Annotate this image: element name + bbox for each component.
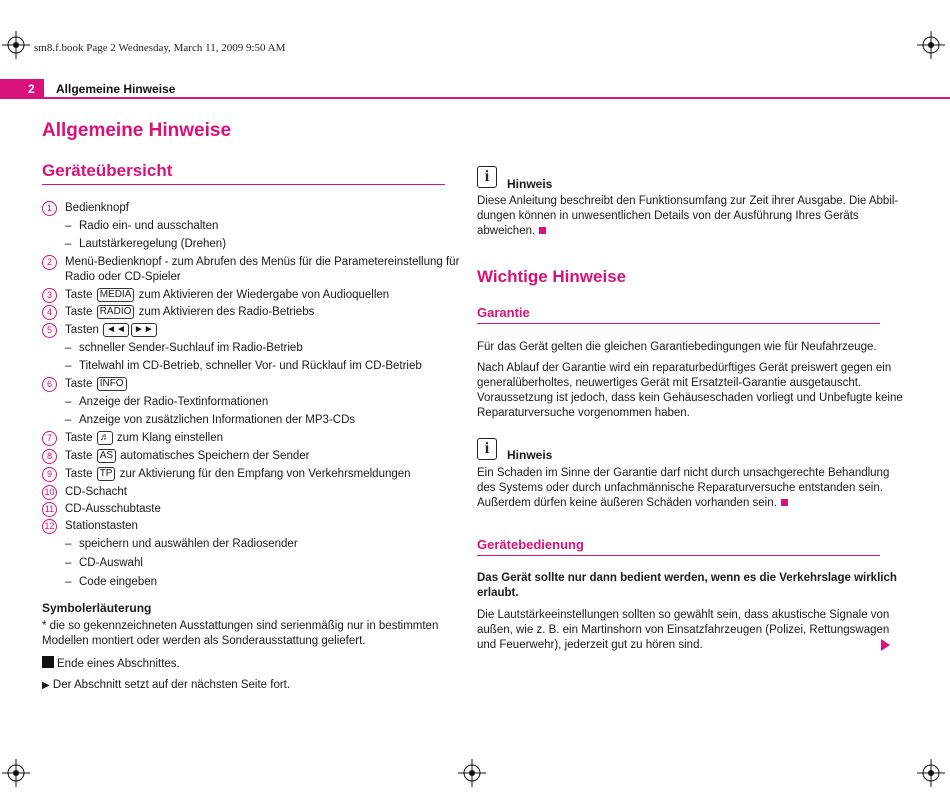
- end-square-icon: [539, 227, 546, 234]
- garantie-paragraph: Reparaturversuche vorgenommen haben.: [477, 407, 690, 419]
- subsection-rule: [477, 555, 880, 556]
- list-item: Taste ♬ zum Klang einstellen: [65, 432, 224, 444]
- item-number: 2: [42, 255, 57, 270]
- list-subitem: – speichern und auswählen der Radiosender: [65, 538, 298, 550]
- note-text: Diese Anleitung beschreibt den Funktionsumfang zur Zeit ihrer Ausgabe. Die Abbil-: [477, 195, 899, 207]
- page-number: 2: [0, 79, 44, 99]
- subsection-title-garantie: Garantie: [477, 305, 530, 320]
- info-note-icon: i: [477, 438, 497, 460]
- bedienung-warning: erlaubt.: [477, 587, 519, 599]
- sound-key: ♬: [97, 431, 113, 445]
- continue-legend: ▶ Der Abschnitt setzt auf der nächsten Seite fort.: [42, 679, 291, 691]
- item-number: 9: [42, 467, 57, 482]
- section-rule: [42, 184, 445, 185]
- list-item-continued: Radio oder CD-Spieler: [65, 271, 181, 283]
- asterisk-note-line1: * die so gekennzeichneten Ausstattungen sind serienmäßig nur in bestimmten: [42, 620, 439, 632]
- list-subitem: – Radio ein- und ausschalten: [65, 220, 219, 232]
- list-item: Bedienknopf: [65, 202, 129, 214]
- list-subitem: – schneller Sender-Suchlauf im Radio-Betrieb: [65, 342, 303, 354]
- item-number: 12: [42, 519, 57, 534]
- note-title: Hinweis: [507, 448, 553, 462]
- list-item: Taste AS automatisches Speichern der Sender: [65, 450, 310, 462]
- tp-key: TP: [97, 467, 116, 481]
- section-title-wichtige-hinweise: Wichtige Hinweise: [477, 267, 627, 286]
- note-text: Außerdem dürfen keine äußeren Schäden vorhanden sein.: [477, 496, 788, 511]
- item-number: 10: [42, 485, 57, 500]
- symbols-heading: Symbolerläuterung: [42, 601, 152, 615]
- garantie-paragraph: Voraussetzung ist jedoch, dass kein Gehäuseschaden vorliegt und Unbefugte keine: [477, 392, 903, 404]
- list-subitem: – Code eingeben: [65, 576, 158, 588]
- item-number: 7: [42, 431, 57, 446]
- crop-mark-top-right-icon: [917, 31, 945, 59]
- end-square-icon: [781, 499, 788, 506]
- bedienung-paragraph: außen, wie z. B. ein Martinshorn von Einsatzfahrzeugen (Polizei, Rettungswagen: [477, 624, 890, 636]
- note-text: Ein Schaden im Sinne der Garantie darf nicht durch unsachgerechte Behandlung: [477, 467, 890, 479]
- list-item: CD-Ausschubtaste: [65, 503, 161, 515]
- continue-arrow-icon: [881, 639, 890, 651]
- list-item: Taste MEDIA zum Aktivieren der Wiedergabe von Audioquellen: [65, 289, 390, 301]
- arrow-right-icon: ▶: [42, 680, 50, 691]
- header-rule: [44, 97, 950, 99]
- note-text: des Systems oder durch unfachmännische Reparaturversuche entstanden sein.: [477, 482, 883, 494]
- radio-key: RADIO: [97, 305, 135, 319]
- list-item: CD-Schacht: [65, 486, 127, 498]
- note-title: Hinweis: [507, 177, 553, 191]
- garantie-paragraph: Für das Gerät gelten die gleichen Garantiebedingungen wie für Neufahrzeuge.: [477, 341, 877, 353]
- crop-mark-top-left-icon: [2, 31, 30, 59]
- list-item: Menü-Bedienknopf - zum Abrufen des Menüs für die Parametereinstellung für: [65, 256, 460, 268]
- list-item: Taste RADIO zum Aktivieren des Radio-Betriebs: [65, 306, 315, 318]
- item-number: 6: [42, 377, 57, 392]
- crop-mark-bottom-center-icon: [458, 759, 486, 787]
- seek-back-key: ◄◄: [103, 323, 129, 337]
- print-header: sm8.f.book Page 2 Wednesday, March 11, 2009 9:50 AM: [34, 42, 286, 54]
- item-number: 4: [42, 305, 57, 320]
- as-key: AS: [97, 449, 116, 463]
- end-square-icon: [42, 656, 54, 668]
- list-subitem: – Lautstärkeregelung (Drehen): [65, 238, 227, 250]
- media-key: MEDIA: [97, 288, 135, 302]
- garantie-paragraph: generalüberholtes, neuwertiges Gerät mit Ersatzteil-Garantie ausgetauscht.: [477, 377, 862, 389]
- list-subitem: – Titelwahl im CD-Betrieb, schneller Vor- und Rücklauf im CD-Betrieb: [65, 360, 422, 372]
- bedienung-paragraph: und Feuerwehr), jederzeit gut zu hören sind.: [477, 639, 703, 651]
- item-number: 8: [42, 449, 57, 464]
- bedienung-warning: Das Gerät sollte nur dann bedient werden, wenn es die Verkehrslage wirklich: [477, 572, 897, 584]
- note-text: abweichen.: [477, 224, 546, 239]
- crop-mark-bottom-right-icon: [917, 759, 945, 787]
- info-note-icon: i: [477, 166, 497, 188]
- list-subitem: – CD-Auswahl: [65, 557, 143, 569]
- item-number: 11: [42, 502, 57, 517]
- running-title: Allgemeine Hinweise: [56, 82, 176, 96]
- item-number: 1: [42, 201, 57, 216]
- section-title-geraeteuebersicht: Geräteübersicht: [42, 161, 173, 180]
- page-header-bar: [0, 79, 950, 99]
- note-text: dungen können in unwesentlichen Details von der Ausführung Ihres Geräts: [477, 210, 859, 222]
- end-of-section-legend: Ende eines Abschnittes.: [42, 656, 180, 672]
- garantie-paragraph: Nach Ablauf der Garantie wird ein reparaturbedürftiges Gerät preiswert gegen ein: [477, 362, 892, 374]
- bedienung-paragraph: Die Lautstärkeeinstellungen sollten so gewählt sein, dass akustische Signale von: [477, 609, 890, 621]
- crop-mark-bottom-left-icon: [2, 759, 30, 787]
- item-number: 5: [42, 323, 57, 338]
- list-item: Taste TP zur Aktivierung für den Empfang von Verkehrsmeldungen: [65, 468, 411, 480]
- asterisk-note-line2: Modellen montiert oder werden als Sonderausstattung geliefert.: [42, 635, 366, 647]
- list-item: Taste INFO: [65, 377, 128, 391]
- info-key: INFO: [97, 377, 127, 391]
- seek-forward-key: ►►: [131, 323, 157, 337]
- list-item: Tasten ◄◄ ►►: [65, 323, 158, 337]
- item-number: 3: [42, 288, 57, 303]
- list-item: Stationstasten: [65, 520, 138, 532]
- subsection-title-geraetebedienung: Gerätebedienung: [477, 537, 584, 552]
- subsection-rule: [477, 323, 880, 324]
- page-title: Allgemeine Hinweise: [42, 120, 232, 141]
- list-subitem: – Anzeige der Radio-Textinformationen: [65, 396, 269, 408]
- list-subitem: – Anzeige von zusätzlichen Informationen der MP3-CDs: [65, 414, 356, 426]
